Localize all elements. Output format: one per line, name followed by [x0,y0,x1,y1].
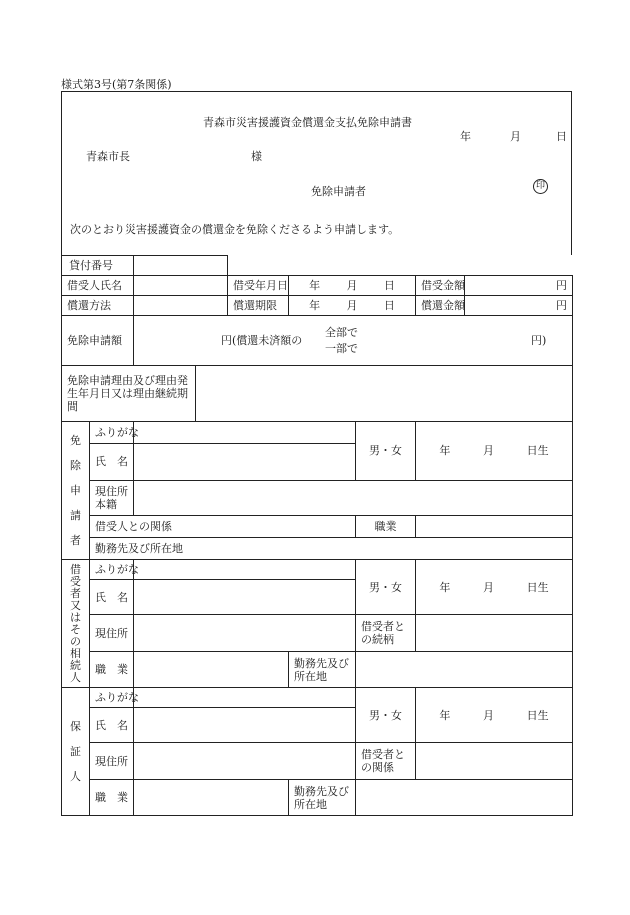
exemption-amount-label: 免除申請額 [62,316,134,366]
heir-furigana-label: ふりがな [90,560,134,580]
loan-number-field[interactable] [134,256,228,276]
applicant-name-field[interactable] [134,444,356,480]
row-repayment [62,296,573,316]
guarantor-gender[interactable]: 男・女 [356,688,416,743]
heir-workplace-field[interactable] [356,652,573,688]
guarantor-occupation-field[interactable] [134,780,289,816]
row-reason [62,366,573,422]
applicant-workplace-label: 勤務先及び所在地 [90,537,573,559]
guarantor-workplace-field[interactable] [356,780,573,816]
date-day: 日 [556,130,567,143]
row-borrower [62,276,573,296]
heir-row-address [62,615,573,652]
exemption-amount-field[interactable] [134,316,573,366]
exemption-close: 円) [531,333,547,347]
applicant-row-furigana [62,422,573,444]
borrow-date-field[interactable]: 年 月 日 [289,276,416,296]
repay-amount-field[interactable]: 円 [465,296,573,316]
repay-method-field[interactable] [134,296,228,316]
applicant-row-relation [62,515,573,537]
heir-workplace-label: 勤務先及び所在地 [289,652,356,688]
guarantor-row-occupation [62,780,573,816]
guarantor-relation-label: 借受者との関係 [356,743,416,780]
unpaid-note: 円(償還未済額の [221,333,303,347]
blank [228,256,573,276]
heir-address-field[interactable] [134,615,356,652]
date-month: 月 [510,130,521,143]
heir-name-label: 氏 名 [90,580,134,615]
applicant-furigana-field[interactable] [134,422,356,444]
date-year: 年 [460,130,471,143]
reason-label: 免除申請理由及び理由発生年月日又は理由継続期間 [62,366,196,422]
applicant-name-label: 氏 名 [90,444,134,480]
guarantor-row-furigana [62,688,573,708]
guarantor-workplace-label: 勤務先及び所在地 [289,780,356,816]
loan-number-label: 貸付番号 [62,256,134,276]
heir-occupation-label: 職 業 [90,652,134,688]
all-option: 全部で [325,325,358,339]
guarantor-relation-field[interactable] [416,743,573,780]
heir-section-label: 借 受 者 又 は そ の 相 続 人 [62,560,90,688]
applicant-address-label: 現住所 本籍 [90,480,134,515]
applicant-gender[interactable]: 男・女 [356,422,416,481]
applicant-occupation-label: 職業 [356,515,416,537]
guarantor-section-label: 保 証 人 [62,688,90,816]
borrower-name-field[interactable] [134,276,228,296]
guarantor-address-field[interactable] [134,743,356,780]
application-table [61,255,573,816]
guarantor-name-field[interactable] [134,708,356,743]
guarantor-furigana-label: ふりがな [90,688,134,708]
heir-name-field[interactable] [134,580,356,615]
applicant-relation-label: 借受人との関係 [90,515,356,537]
applicant-occupation-field[interactable] [416,515,573,537]
row-loan-number [62,256,573,276]
applicant-address-field[interactable] [134,480,573,515]
guarantor-occupation-label: 職 業 [90,780,134,816]
applicant-section-label: 免 除 申 請 者 [62,422,90,560]
heir-birthdate[interactable]: 年 月 日生 [416,560,573,615]
repay-amount-label: 償還金額 [416,296,465,316]
heir-address-label: 現住所 [90,615,134,652]
heir-occupation-field[interactable] [134,652,289,688]
repay-period-label: 償還期限 [228,296,289,316]
applicant-furigana-label: ふりがな [90,422,134,444]
form-title: 青森市災害援護資金償還金支払免除申請書 [203,116,412,129]
reason-field[interactable] [196,366,573,422]
addressee: 青森市長 [86,150,130,163]
guarantor-name-label: 氏 名 [90,708,134,743]
heir-relation-field[interactable] [416,615,573,652]
honorific: 様 [251,150,262,163]
statement: 次のとおり災害援護資金の償還金を免除くださるよう申請します。 [70,223,400,236]
heir-row-occupation [62,652,573,688]
heir-relation-label: 借受者との続柄 [356,615,416,652]
borrow-amount-field[interactable]: 円 [465,276,573,296]
borrow-date-label: 借受年月日 [228,276,289,296]
row-exemption-amount [62,316,573,366]
form-number: 様式第3号(第7条関係) [61,78,172,91]
applicant-label: 免除申請者 [311,185,366,198]
guarantor-address-label: 現住所 [90,743,134,780]
guarantor-row-address [62,743,573,780]
heir-row-furigana [62,560,573,580]
applicant-row-address [62,480,573,515]
header-frame [61,91,572,255]
borrower-name-label: 借受人氏名 [62,276,134,296]
heir-gender[interactable]: 男・女 [356,560,416,615]
guarantor-birthdate[interactable]: 年 月 日生 [416,688,573,743]
guarantor-furigana-field[interactable] [134,688,356,708]
heir-furigana-field[interactable] [134,560,356,580]
seal-mark: 印 [533,179,548,194]
applicant-birthdate[interactable]: 年 月 日生 [416,422,573,481]
repay-period-field[interactable]: 年 月 日 [289,296,416,316]
borrow-amount-label: 借受金額 [416,276,465,296]
part-option: 一部で [325,341,358,355]
repay-method-label: 償還方法 [62,296,134,316]
applicant-row-workplace [62,537,573,559]
